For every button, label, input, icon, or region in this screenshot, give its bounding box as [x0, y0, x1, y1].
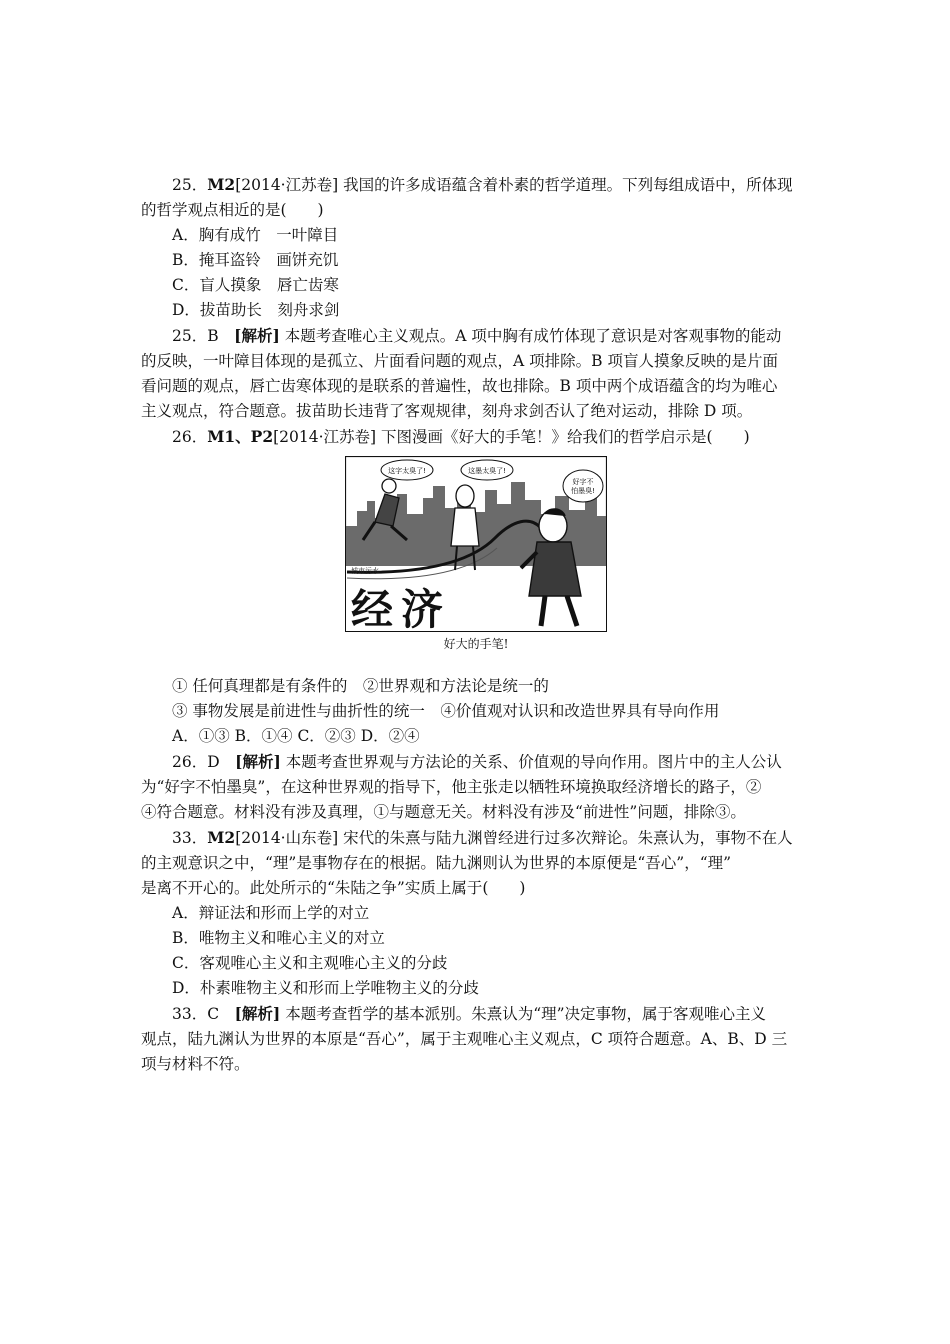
answer-text: 的反映，一叶障目体现的是孤立、片面看问题的观点，A 项排除。B 项盲人摸象反映的是片面 [141, 352, 778, 370]
stem-text: 我国的许多成语蕴含着朴素的哲学道理。下列每组成语中，所体现 [338, 176, 793, 194]
stem-text: 下图漫画《好大的手笔！》给我们的哲学启示是( ) [376, 428, 750, 446]
cartoon-figure [345, 456, 607, 654]
answer-text: 看问题的观点，唇亡齿寒体现的是联系的普遍性，故也排除。B 项中两个成语蕴含的均为唯心 [141, 377, 778, 395]
option-d: D．拔苗助长 刻舟求剑 [172, 301, 340, 319]
cartoon-banner-text: 城市污水 [351, 567, 379, 575]
cartoon-bubble-right-line1: 好字不 [572, 478, 594, 486]
answer-head: 33．C [172, 1005, 235, 1023]
option-b: B．掩耳盗铃 画饼充饥 [172, 251, 339, 269]
option-c: C．盲人摸象 唇亡齿寒 [172, 276, 339, 294]
stem-text: 宋代的朱熹与陆九渊曾经进行过多次辩论。朱熹认为，事物不在人 [338, 829, 793, 847]
statement-line-2: ③ 事物发展是前进性与曲折性的统一 ④价值观对认识和改造世界具有导向作用 [172, 702, 720, 720]
answer-25 [141, 323, 811, 424]
answer-options: A．①③ B．①④ C．②③ D．②④ [172, 727, 420, 745]
option-a: A．辩证法和形而上学的对立 [172, 904, 370, 922]
question-number: 26． [172, 428, 208, 446]
answer-head: 25．B [172, 327, 235, 345]
question-25-stem [141, 172, 811, 198]
question-33-stem [141, 825, 811, 901]
cartoon-bubble-right-line2: 怕墨臭! [571, 487, 595, 495]
question-tag: M2 [207, 828, 236, 847]
answer-text: 本题考查世界观与方法论的关系、价值观的导向作用。图片中的主人公认 [280, 753, 782, 771]
figure-caption: 好大的手笔! [443, 637, 509, 651]
option-d: D．朴素唯物主义和形而上学唯物主义的分歧 [172, 979, 479, 997]
question-tag: M2 [207, 175, 236, 194]
analysis-label: [解析] [235, 752, 281, 771]
option-c: C．客观唯心主义和主观唯心主义的分歧 [172, 954, 448, 972]
answer-text: ④符合题意。材料没有涉及真理，①与题意无关。材料没有涉及“前进性”问题，排除③。 [141, 803, 746, 821]
answer-text: 本题考查唯心主义观点。A 项中胸有成竹体现了意识是对客观事物的能动 [279, 327, 782, 345]
statement-line-1: ① 任何真理都是有条件的 ②世界观和方法论是统一的 [172, 677, 549, 695]
cartoon-big-word: 经济 [351, 585, 452, 632]
question-source: [2014·江苏卷] [273, 428, 377, 446]
cartoon-bubble-middle: 这墨太臭了! [468, 467, 506, 475]
stem-text: 是离不开心的。此处所示的“朱陆之争”实质上属于( ) [141, 879, 526, 897]
analysis-label: [解析] [234, 326, 280, 345]
option-b: B．唯物主义和唯心主义的对立 [172, 929, 385, 947]
answer-text: 本题考查哲学的基本派别。朱熹认为“理”决定事物，属于客观唯心主义 [280, 1005, 767, 1023]
answer-text: 主义观点，符合题意。拔苗助长违背了客观规律，刻舟求剑否认了绝对运动，排除 D 项。 [141, 402, 753, 420]
question-26-stem [141, 424, 811, 450]
document-content [141, 172, 811, 1077]
question-number: 33． [172, 829, 208, 847]
answer-26 [141, 749, 811, 825]
cartoon-bubble-left: 这字太臭了! [388, 467, 426, 475]
answer-text: 为“好字不怕墨臭”，在这种世界观的指导下，他主张走以牺牲环境换取经济增长的路子，② [141, 778, 762, 796]
question-number: 25． [172, 176, 208, 194]
answer-text: 观点，陆九渊认为世界的本原是“吾心”，属于主观唯心主义观点，C 项符合题意。A、B、D 三 [141, 1030, 788, 1048]
cartoon-image [345, 456, 607, 632]
answer-head: 26．D [172, 753, 236, 771]
stem-text: 的主观意识之中，“理”是事物存在的根据。陆九渊则认为世界的本原便是“吾心”，“理” [141, 854, 732, 872]
answer-text: 项与材料不符。 [141, 1055, 250, 1073]
question-25-stem-cont: 的哲学观点相近的是( ) [141, 201, 324, 219]
question-source: [2014·江苏卷] [235, 176, 339, 194]
answer-33 [141, 1001, 811, 1077]
question-tag: M1、P2 [207, 427, 274, 446]
option-a: A．胸有成竹 一叶障目 [172, 226, 339, 244]
analysis-label: [解析] [234, 1004, 281, 1023]
question-source: [2014·山东卷] [235, 829, 339, 847]
